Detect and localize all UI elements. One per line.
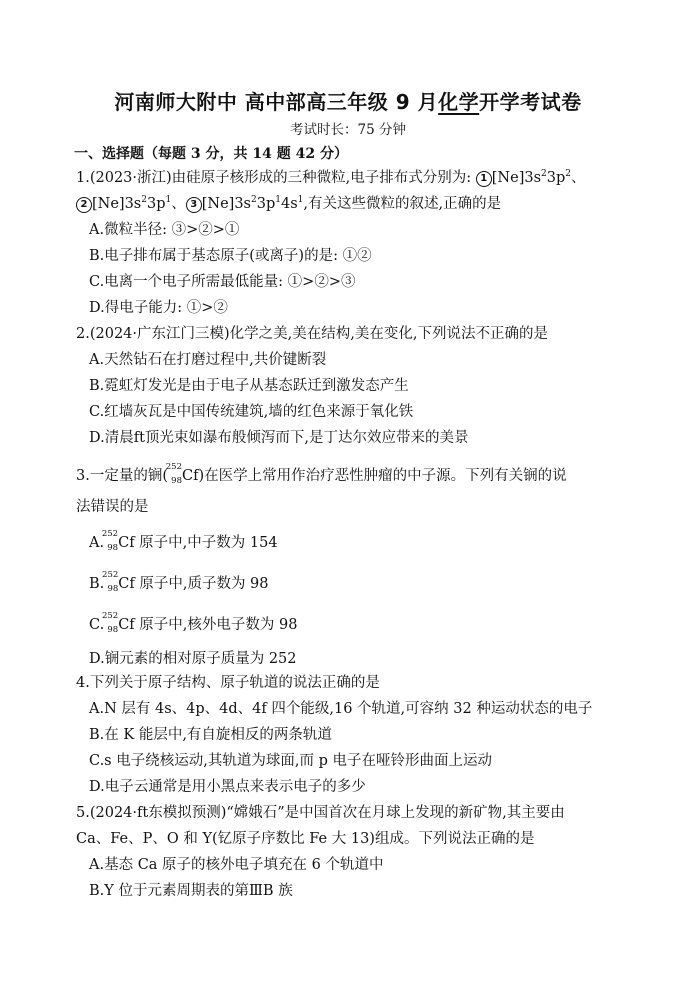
title-text-1: 河南师大附中 高中部高三年级 9 月 — [114, 90, 439, 114]
question-3-stem-line-2: 法错误的是 — [76, 499, 149, 515]
question-1-option-c: C.电离一个电子所需最低能量: ①>②>③ — [89, 274, 356, 290]
isotope-notation: 252 98 — [102, 570, 119, 594]
question-1-option-d: D.得电子能力: ①>② — [89, 300, 228, 316]
question-2-option-b: B.霓虹灯发光是由于电子从基态跃迁到激发态产生 — [89, 378, 409, 394]
question-4-option-d: D.电子云通常是用小黑点来表示电子的多少 — [89, 779, 366, 795]
question-5-option-a: A.基态 Ca 原子的核外电子填充在 6 个轨道中 — [89, 857, 384, 873]
exam-title — [0, 86, 696, 115]
question-3-option-a: A. 252 98 Cf 原子中,中子数为 154 — [89, 529, 278, 553]
title-subject: 化学 — [438, 90, 480, 114]
circled-number-2: 2 — [76, 197, 92, 213]
question-2-option-a: A.天然钻石在打磨过程中,共价键断裂 — [89, 352, 327, 368]
question-2-option-d: D.清晨ft顶光束如瀑布般倾泻而下,是丁达尔效应带来的美景 — [89, 430, 469, 446]
question-4-stem: 4.下列关于原子结构、原子轨道的说法正确的是 — [76, 675, 380, 691]
question-5-option-b: B.Y 位于元素周期表的第ⅢB 族 — [89, 883, 293, 899]
question-5-stem-line-2: Ca、Fe、P、O 和 Y(钇原子序数比 Fe 大 13)组成。下列说法正确的是 — [76, 831, 535, 847]
question-1-option-a: A.微粒半径: ③>②>① — [89, 222, 240, 238]
question-4-option-b: B.在 K 能层中,有自旋相反的两条轨道 — [89, 727, 332, 743]
circled-number-1: 1 — [476, 171, 492, 187]
question-3-stem-line-1: 3.一定量的锎( 252 98 Cf)在医学上常用作治疗恶性肿瘤的中子源。下列有关锎的说 — [76, 462, 567, 486]
section-heading: 一、选择题（每题 3 分，共 14 题 42 分） — [74, 146, 348, 162]
title-text-2: 开学考试卷 — [479, 90, 582, 114]
question-3-option-c: C. 252 98 Cf 原子中,核外电子数为 98 — [89, 611, 298, 635]
question-1-stem-line-1: 1.(2023·浙江)由硅原子核形成的三种微粒,电子排布式分别为: 1 $[Ne]3s^23p^2$、 — [76, 169, 586, 186]
question-1-stem-line-2: 2 $[Ne]3s^23p^1$、 3 $[Ne]3s^23p^14s^1$,有关这些微粒的叙述,正确的是 — [76, 194, 501, 214]
question-3-option-d: D.锎元素的相对原子质量为 252 — [89, 651, 297, 667]
question-2-stem: 2.(2024·广东江门三模)化学之美,美在结构,美在变化,下列说法不正确的是 — [76, 326, 548, 342]
question-4-option-a: A.N 层有 4s、4p、4d、4f 四个能级,16 个轨道,可容纳 32 种运动状态的电子 — [89, 701, 593, 717]
question-4-option-c: C.s 电子绕核运动,其轨道为球面,而 p 电子在哑铃形曲面上运动 — [89, 753, 492, 769]
isotope-notation: 252 98 — [101, 611, 119, 635]
exam-duration: 考试时长：75 分钟 — [290, 122, 406, 138]
question-3-option-b: B. 252 98 Cf 原子中,质子数为 98 — [89, 570, 269, 594]
question-2-option-c: C.红墙灰瓦是中国传统建筑,墙的红色来源于氧化铁 — [89, 404, 414, 420]
circled-number-3: 3 — [186, 197, 202, 213]
question-5-stem-line-1: 5.(2024·ft东模拟预测)“嫦娥石”是中国首次在月球上发现的新矿物,其主要由 — [76, 805, 565, 821]
isotope-notation: 252 98 — [101, 529, 119, 553]
question-1-option-b: B.电子排布属于基态原子(或离子)的是: ①② — [89, 248, 372, 264]
isotope-notation: 252 98 — [165, 462, 182, 486]
